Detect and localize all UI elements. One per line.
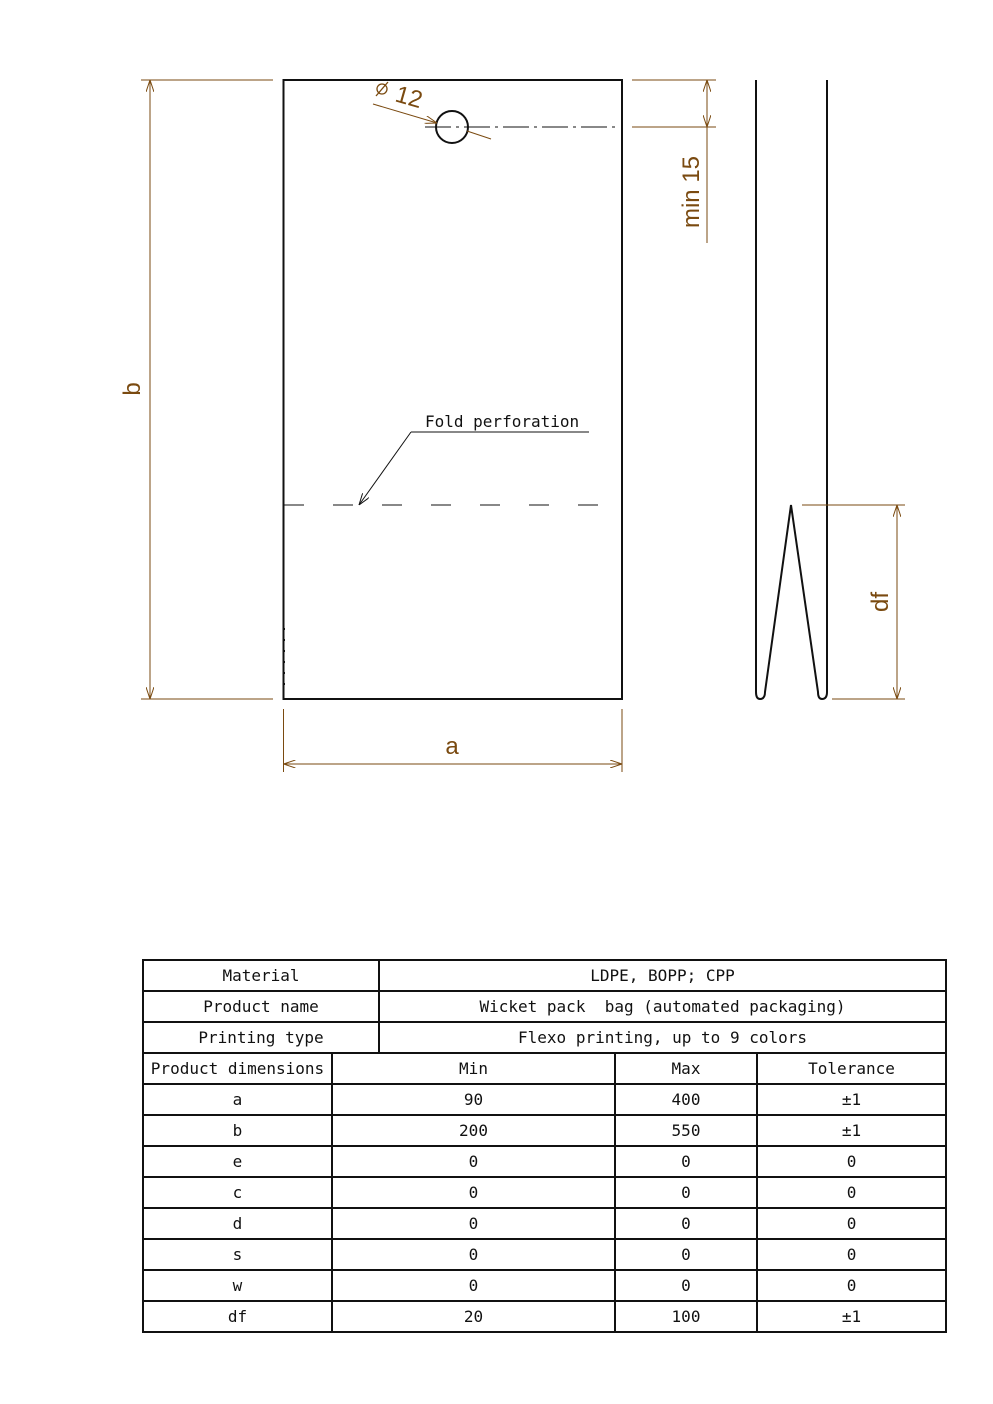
table-row xyxy=(143,1177,946,1208)
min-cell: 0 xyxy=(332,1208,615,1239)
table-row xyxy=(143,1270,946,1301)
max-cell: 550 xyxy=(615,1115,757,1146)
min-cell: 200 xyxy=(332,1115,615,1146)
fold-leader xyxy=(359,432,411,505)
fold-perforation-label: Fold perforation xyxy=(425,412,580,431)
table-row xyxy=(143,1146,946,1177)
dimension-name-cell: c xyxy=(143,1177,332,1208)
min-cell: 20 xyxy=(332,1301,615,1332)
spec-table xyxy=(142,959,947,1333)
dimension-name-cell: w xyxy=(143,1270,332,1301)
printing-type-label: Printing type xyxy=(143,1022,379,1053)
min-cell: 0 xyxy=(332,1270,615,1301)
material-row xyxy=(143,960,946,991)
min-cell: 0 xyxy=(332,1177,615,1208)
dimension-name-cell: e xyxy=(143,1146,332,1177)
tolerance-cell: 0 xyxy=(757,1239,946,1270)
bag-side-view xyxy=(756,80,827,699)
tolerance-header-cell: Tolerance xyxy=(757,1053,946,1084)
max-cell: 0 xyxy=(615,1239,757,1270)
material-value: LDPE, BOPP; CPP xyxy=(379,960,946,991)
max-cell: 0 xyxy=(615,1270,757,1301)
dimension-name-cell: s xyxy=(143,1239,332,1270)
diameter-label: 12 xyxy=(392,80,426,115)
tolerance-cell: ±1 xyxy=(757,1084,946,1115)
tolerance-cell: ±1 xyxy=(757,1115,946,1146)
table-row xyxy=(143,1301,946,1332)
min-cell: 90 xyxy=(332,1084,615,1115)
table-row xyxy=(143,1208,946,1239)
table-row xyxy=(143,1084,946,1115)
max-cell: 400 xyxy=(615,1084,757,1115)
max-cell: 0 xyxy=(615,1177,757,1208)
max-cell: 100 xyxy=(615,1301,757,1332)
a-label: a xyxy=(445,733,459,760)
bag-front-outline xyxy=(284,80,623,699)
b-label: b xyxy=(119,382,146,396)
tolerance-cell: 0 xyxy=(757,1208,946,1239)
tolerance-cell: 0 xyxy=(757,1270,946,1301)
min-header-cell: Min xyxy=(332,1053,615,1084)
product-name-label: Product name xyxy=(143,991,379,1022)
table-row xyxy=(143,1115,946,1146)
dimension-name-cell: df xyxy=(143,1301,332,1332)
dimensions-header-row xyxy=(143,1053,946,1084)
max-header-cell: Max xyxy=(615,1053,757,1084)
diameter-symbol-icon xyxy=(376,82,388,96)
dimensions-header-cell: Product dimensions xyxy=(143,1053,332,1084)
df-label: df xyxy=(867,591,894,613)
min15-label: min 15 xyxy=(678,155,705,229)
tolerance-cell: 0 xyxy=(757,1177,946,1208)
table-row xyxy=(143,1239,946,1270)
material-label: Material xyxy=(143,960,379,991)
printing-type-value: Flexo printing, up to 9 colors xyxy=(379,1022,946,1053)
dimension-name-cell: a xyxy=(143,1084,332,1115)
dimension-name-cell: b xyxy=(143,1115,332,1146)
min-cell: 0 xyxy=(332,1146,615,1177)
tolerance-cell: 0 xyxy=(757,1146,946,1177)
printing-type-row xyxy=(143,1022,946,1053)
max-cell: 0 xyxy=(615,1208,757,1239)
diameter-leader-tail xyxy=(467,131,491,139)
product-name-value: Wicket pack bag (automated packaging) xyxy=(379,991,946,1022)
product-name-row xyxy=(143,991,946,1022)
dimension-name-cell: d xyxy=(143,1208,332,1239)
min-cell: 0 xyxy=(332,1239,615,1270)
max-cell: 0 xyxy=(615,1146,757,1177)
tolerance-cell: ±1 xyxy=(757,1301,946,1332)
